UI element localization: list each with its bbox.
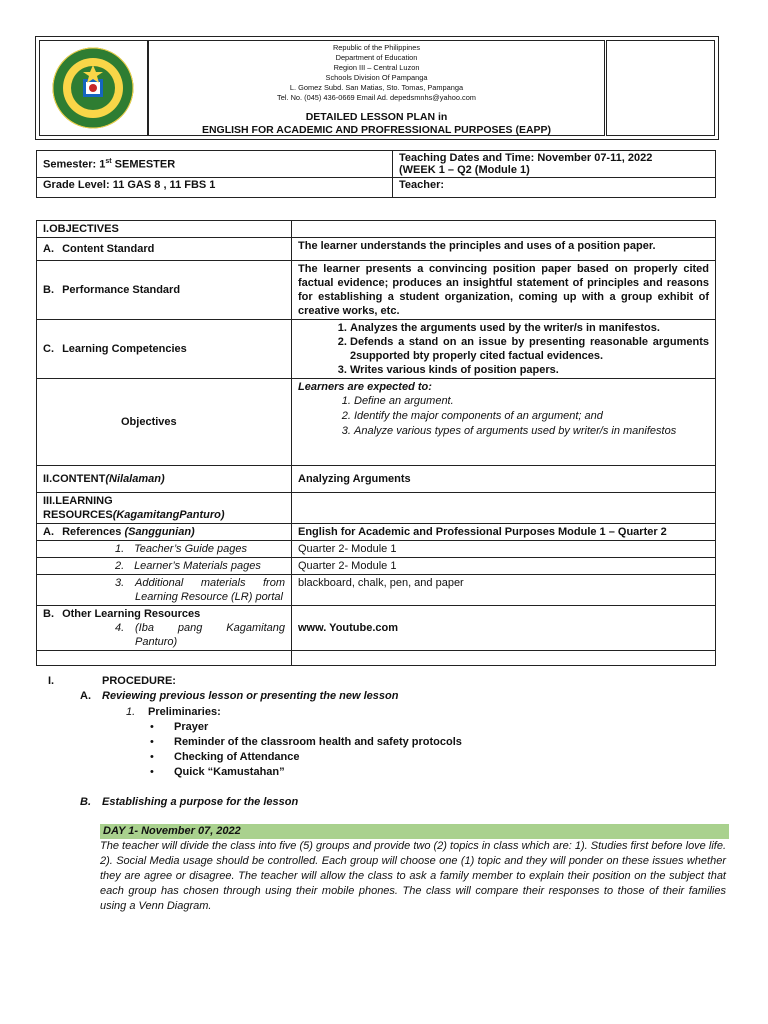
list-item: 2. Defends a stand on an issue by presenting reasonable arguments 2supported bty properly cited factual evidences. xyxy=(350,335,709,363)
references-label-italic: (Sanggunian) xyxy=(124,526,195,538)
teaching-dates-cell xyxy=(393,151,716,178)
resources-label-italic: (KagamitangPanturo) xyxy=(112,509,225,521)
references-label: References xyxy=(62,526,125,538)
header-line-republic: Republic of the Philippines xyxy=(332,43,421,52)
content-standard-num: A. xyxy=(43,243,54,255)
table-row xyxy=(37,651,716,666)
competencies-cell xyxy=(292,320,716,379)
section-b-num: B. xyxy=(80,796,91,808)
preliminaries-bullets xyxy=(150,720,462,780)
resources-label-cell xyxy=(37,493,292,524)
list-item: 3. Writes various kinds of position papers. xyxy=(350,363,709,377)
teachers-guide-label-cell xyxy=(37,541,292,558)
objectives-list xyxy=(298,394,709,439)
table-row xyxy=(37,575,716,606)
learners-materials-label-cell xyxy=(37,558,292,575)
references-label-cell xyxy=(37,524,292,541)
letterhead-blank-cell xyxy=(606,40,715,136)
document-title: DETAILED LESSON PLAN in xyxy=(305,111,448,123)
letterhead-info xyxy=(148,40,605,136)
competencies-list xyxy=(298,321,709,377)
competencies-label-cell xyxy=(37,320,292,379)
table-row xyxy=(37,606,716,651)
table-row xyxy=(37,524,716,541)
logo-cell xyxy=(39,40,148,136)
references-num: A. xyxy=(43,526,54,538)
objectives-heading: I.OBJECTIVES xyxy=(37,221,292,238)
list-item: 1. Analyzes the arguments used by the writer/s in manifestos. xyxy=(350,321,709,335)
table-row xyxy=(37,558,716,575)
list-item: 2. Identify the major components of an argument; and xyxy=(354,409,709,424)
blank-cell xyxy=(37,651,292,666)
lesson-plan-table xyxy=(36,220,716,666)
learners-materials-num: 2. xyxy=(115,560,125,572)
section-a-label: Reviewing previous lesson or presenting the new lesson xyxy=(102,690,399,702)
learners-materials-value: Quarter 2- Module 1 xyxy=(292,558,716,575)
grade-level: Grade Level: 11 GAS 8 , 11 FBS 1 xyxy=(37,178,393,198)
list-item: • Reminder of the classroom health and safety protocols xyxy=(150,736,462,748)
table-row xyxy=(37,238,716,261)
additional-materials-value: blackboard, chalk, pen, and paper xyxy=(292,575,716,606)
semester-cell xyxy=(37,151,393,178)
header-line-address: L. Gomez Subd. San Matias, Sto. Tomas, Pampanga xyxy=(289,83,464,92)
preliminaries-num: 1. xyxy=(126,706,136,718)
content-value: Analyzing Arguments xyxy=(292,466,716,493)
preliminaries-label: Preliminaries: xyxy=(148,706,221,718)
table-row xyxy=(37,221,716,238)
deped-seal-icon xyxy=(40,41,147,135)
semester-value: SEMESTER xyxy=(111,158,176,171)
table-row xyxy=(37,320,716,379)
teaching-dates: Teaching Dates and Time: November 07-11, 2022 xyxy=(399,152,653,164)
list-item: 3. Analyze various types of arguments used by writer/s in manifestos xyxy=(354,424,709,439)
letterhead xyxy=(35,36,719,140)
table-row xyxy=(37,541,716,558)
other-resources-num: B. xyxy=(43,608,54,620)
header-line-region: Region III – Central Luzon xyxy=(333,63,420,72)
teacher-label: Teacher: xyxy=(393,178,716,198)
blank-cell xyxy=(292,221,716,238)
competencies-label: Learning Competencies xyxy=(62,343,187,355)
table-row xyxy=(37,261,716,320)
table-row xyxy=(37,178,716,198)
performance-standard-num: B. xyxy=(43,284,54,296)
other-resources-label-cell xyxy=(37,606,292,651)
objectives-cell xyxy=(292,379,716,466)
content-standard-text: The learner understands the principles and uses of a position paper. xyxy=(292,238,716,261)
other-sub-label: (Iba pang Kagamitang Panturo) xyxy=(135,622,285,648)
section-b-label: Establishing a purpose for the lesson xyxy=(102,796,299,808)
header-line-department: Department of Education xyxy=(335,53,418,62)
content-standard-label: Content Standard xyxy=(62,243,155,255)
learners-materials-label: Learner’s Materials pages xyxy=(134,560,261,572)
header-line-contact: Tel. No. (045) 436-0669 Email Ad. depedsmnhs@yahoo.com xyxy=(277,93,476,102)
semester-table xyxy=(36,150,716,198)
objectives-label: Objectives xyxy=(37,379,292,466)
other-sub-num: 4. xyxy=(115,622,125,634)
week-label: (WEEK 1 – Q2 (Module 1) xyxy=(399,164,530,176)
section-a-num: A. xyxy=(80,690,91,702)
references-value: English for Academic and Professional Purposes Module 1 – Quarter 2 xyxy=(292,524,716,541)
day-1-heading: DAY 1- November 07, 2022 xyxy=(100,824,729,839)
blank-cell xyxy=(292,493,716,524)
teachers-guide-num: 1. xyxy=(115,543,125,555)
semester-label: Semester: 1 xyxy=(43,158,106,171)
header-line-division: Schools Division Of Pampanga xyxy=(325,73,428,82)
additional-materials-label-cell xyxy=(37,575,292,606)
list-item: • Quick “Kamustahan” xyxy=(150,766,285,778)
procedure-label: PROCEDURE: xyxy=(102,675,176,687)
document-subject: ENGLISH FOR ACADEMIC AND PROFRESSIONAL PURPOSES (EAPP) xyxy=(201,124,552,136)
other-resources-label: Other Learning Resources xyxy=(62,608,201,620)
day-1-description: The teacher will divide the class into five (5) groups and provide two (2) topics in class which are: 1). Studies first before love life. 2). Social Media usage should be controlled. Each group will choose one (1) topic and they will ponder on these issues whether they are agree or disagree. The teacher will allow the class to ask a family member to explain their position on the subject that each group has chosen through using their mobile phones. The class will compare their responses to those of their families using a Venn Diagram. xyxy=(100,840,726,912)
objectives-intro: Learners are expected to: xyxy=(298,381,432,393)
list-item: • Checking of Attendance xyxy=(150,751,300,763)
teachers-guide-value: Quarter 2- Module 1 xyxy=(292,541,716,558)
content-label: II.CONTENT xyxy=(43,473,106,485)
resources-label: III.LEARNING RESOURCES xyxy=(43,495,113,521)
teachers-guide-label: Teacher’s Guide pages xyxy=(134,543,247,555)
list-item: • Prayer xyxy=(150,721,209,733)
content-label-italic: (Nilalaman) xyxy=(105,473,165,485)
competencies-num: C. xyxy=(43,343,54,355)
blank-cell xyxy=(292,651,716,666)
performance-standard-label: Performance Standard xyxy=(62,284,181,296)
other-resources-value: www. Youtube.com xyxy=(292,606,716,651)
performance-standard-label-cell xyxy=(37,261,292,320)
list-item: 1. Define an argument. xyxy=(354,394,709,409)
table-row xyxy=(37,379,716,466)
additional-materials-label: Additional materials from Learning Resource (LR) portal xyxy=(135,577,285,603)
table-row xyxy=(37,466,716,493)
table-row xyxy=(37,151,716,178)
performance-standard-text: The learner presents a convincing position paper based on properly cited factual evidence; produces an insightful statement of principles and reasons for establishing a student organization, coming up with a group exhibit of creative works, etc. xyxy=(292,261,716,320)
additional-materials-num: 3. xyxy=(115,577,125,589)
table-row xyxy=(37,493,716,524)
content-standard-label-cell xyxy=(37,238,292,261)
procedure-num: I. xyxy=(48,675,55,687)
semester-sup: st xyxy=(105,157,112,165)
content-label-cell xyxy=(37,466,292,493)
